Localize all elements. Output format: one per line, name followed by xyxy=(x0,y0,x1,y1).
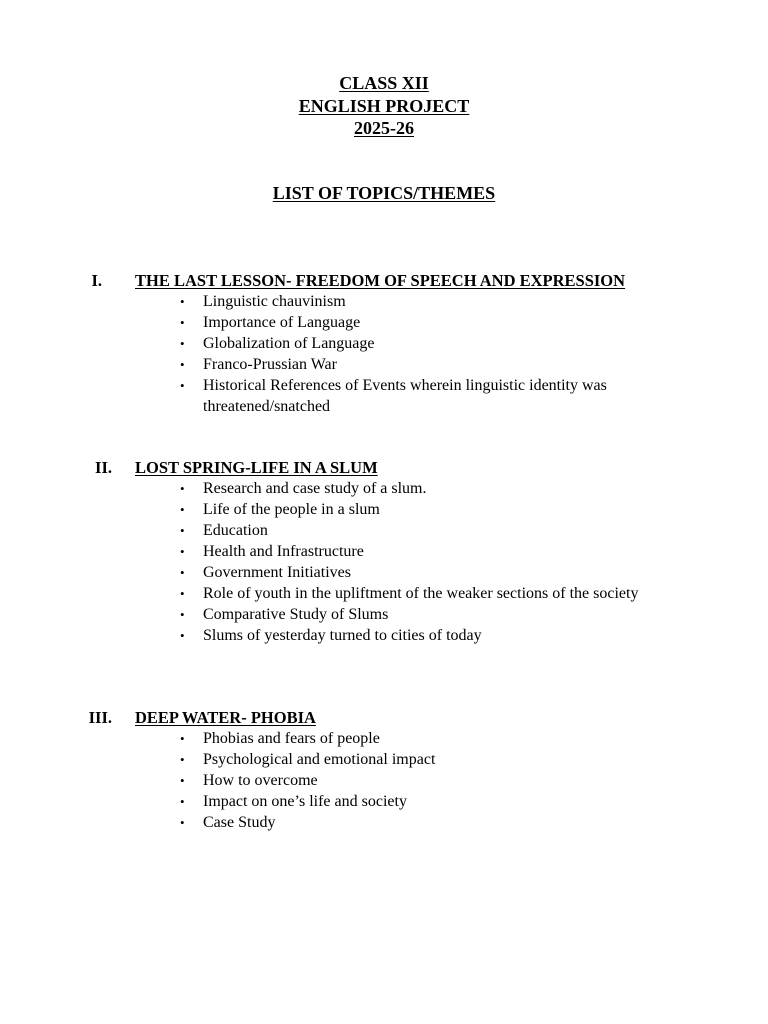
list-item: • Slums of yesterday turned to cities of today xyxy=(0,625,663,646)
section-numeral: II. xyxy=(95,458,112,477)
list-item: • Comparative Study of Slums xyxy=(0,604,663,625)
list-item: • Government Initiatives xyxy=(0,562,663,583)
section-heading xyxy=(0,707,768,728)
class-heading: CLASS XII xyxy=(339,73,429,93)
list-item: • Psychological and emotional impact xyxy=(0,749,663,770)
list-item: • Health and Infrastructure xyxy=(0,541,663,562)
section-heading xyxy=(0,457,768,478)
list-item: • Globalization of Language xyxy=(0,333,663,354)
section-heading xyxy=(0,270,768,291)
section-title: THE LAST LESSON- FREEDOM OF SPEECH AND EXPRESSION xyxy=(135,271,626,290)
section-numeral: III. xyxy=(88,708,112,727)
list-item: • Linguistic chauvinism xyxy=(0,291,663,312)
list-item: • Education xyxy=(0,520,663,541)
document-header xyxy=(0,72,768,140)
section-2 xyxy=(0,457,768,646)
list-item: • Phobias and fears of people xyxy=(0,728,663,749)
topic-list xyxy=(0,478,768,646)
list-item: • Importance of Language xyxy=(0,312,663,333)
list-item: • Franco-Prussian War xyxy=(0,354,663,375)
section-title: DEEP WATER- PHOBIA xyxy=(135,708,316,727)
list-item: • Impact on one’s life and society xyxy=(0,791,663,812)
topic-list xyxy=(0,728,768,833)
topics-list-title: LIST OF TOPICS/THEMES xyxy=(272,183,496,203)
section-title: LOST SPRING-LIFE IN A SLUM xyxy=(135,458,378,477)
section-1 xyxy=(0,270,768,417)
topic-list xyxy=(0,291,768,417)
year-heading: 2025-26 xyxy=(354,118,414,138)
project-heading: ENGLISH PROJECT xyxy=(298,95,470,116)
list-item: • Case Study xyxy=(0,812,663,833)
list-item: • Life of the people in a slum xyxy=(0,499,663,520)
list-item: • How to overcome xyxy=(0,770,663,791)
list-item: • Historical References of Events wherein linguistic identity was threatened/snatched xyxy=(0,375,663,417)
section-numeral: I. xyxy=(91,271,102,290)
section-3 xyxy=(0,707,768,833)
list-item: • Role of youth in the upliftment of the weaker sections of the society xyxy=(0,583,663,604)
list-item: • Research and case study of a slum. xyxy=(0,478,663,499)
